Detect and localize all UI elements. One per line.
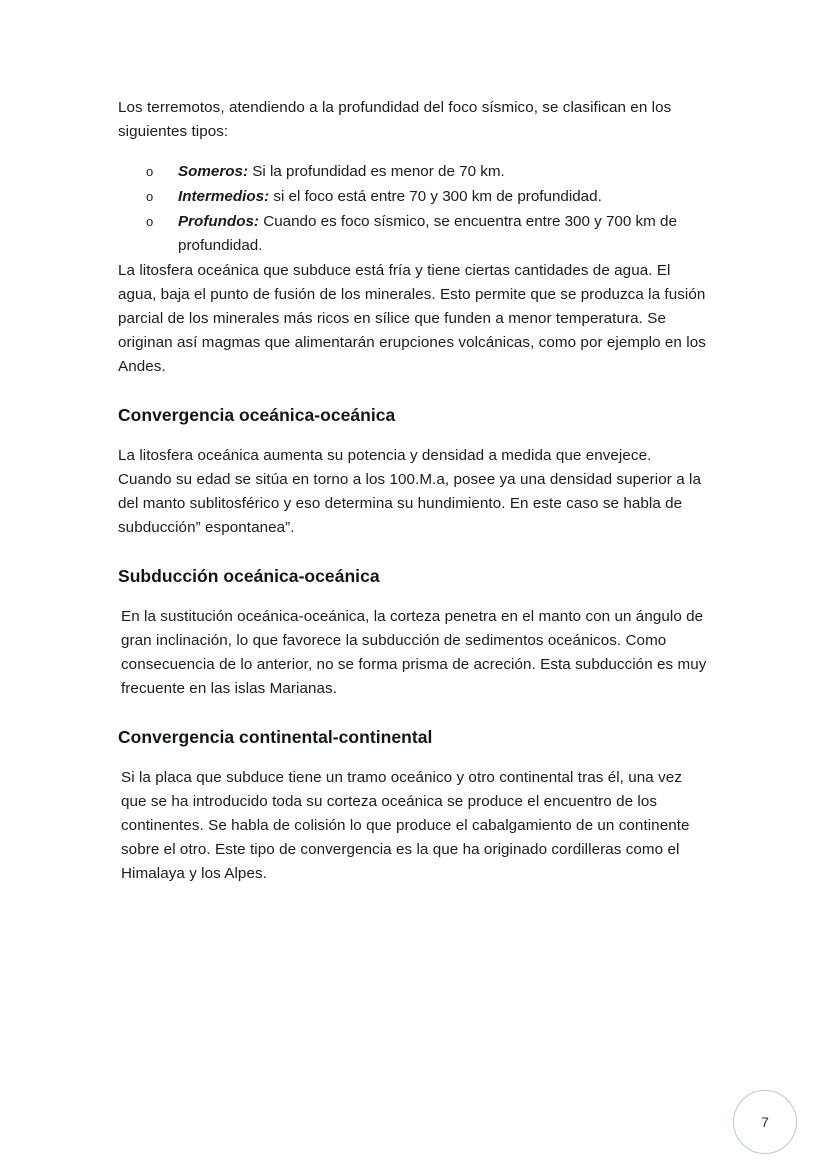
- paragraph-subduccion-oceanica: En la sustitución oceánica-oceánica, la corteza penetra en el manto con un ángulo de gran inclinación, lo que favorece la subducción de sedimentos oceánicos. Como consecuencia de lo anterior, no se forma prisma de acreción. Esta subducción es muy frecuente en las islas Marianas.: [121, 608, 707, 697]
- heading-convergencia-continental: Convergencia continental-continental: [118, 727, 433, 747]
- earthquake-depth-list: [118, 160, 708, 258]
- list-item-term: Profundos:: [178, 213, 259, 230]
- paragraph-litosfera: La litosfera oceánica que subduce está fría y tiene ciertas cantidades de agua. El agua, baja el punto de fusión de los minerales. Esto permite que se produzca la fusión parcial de los minerales más ricos en sílice que funden a menor temperatura. Se originan así magmas que alimentarán erupciones volcánicas, como por ejemplo en los Andes.: [118, 262, 706, 375]
- intro-paragraph: Los terremotos, atendiendo a la profundidad del foco sísmico, se clasifican en los siguientes tipos:: [118, 99, 672, 140]
- list-item: [118, 210, 708, 258]
- list-bullet-icon: o: [146, 214, 154, 229]
- list-bullet-icon: o: [146, 164, 154, 179]
- list-item-text: Cuando es foco sísmico, se encuentra entre 300 y 700 km de profundidad.: [178, 213, 677, 254]
- paragraph-convergencia-oceanica: La litosfera oceánica aumenta su potencia y densidad a medida que envejece. Cuando su edad se sitúa en torno a los 100.M.a, posee ya una densidad superior a la del manto sublitosférico y eso determina su hundimiento. En este caso se habla de subducción” espontanea”.: [118, 447, 701, 536]
- list-item-term: Someros:: [178, 163, 249, 180]
- heading-convergencia-oceanica: Convergencia oceánica-oceánica: [118, 405, 396, 425]
- list-bullet-icon: o: [146, 189, 154, 204]
- list-item-text: Si la profundidad es menor de 70 km.: [248, 163, 505, 180]
- page-number-badge: [733, 1090, 797, 1154]
- document-body: [118, 96, 708, 886]
- list-item: [118, 160, 708, 184]
- list-item-text: si el foco está entre 70 y 300 km de profundidad.: [269, 188, 602, 205]
- list-item: [118, 185, 708, 209]
- list-item-term: Intermedios:: [178, 188, 270, 205]
- page-number-label: 7: [761, 1114, 769, 1130]
- paragraph-convergencia-continental: Si la placa que subduce tiene un tramo oceánico y otro continental tras él, una vez que se ha introducido toda su corteza oceánica se produce el encuentro de los continentes. Se habla de colisión lo que produce el cabalgamiento de un continente sobre el otro. Este tipo de convergencia es la que ha originado cordilleras como el Himalaya y los Alpes.: [121, 769, 690, 882]
- heading-subduccion-oceanica: Subducción oceánica-oceánica: [118, 566, 380, 586]
